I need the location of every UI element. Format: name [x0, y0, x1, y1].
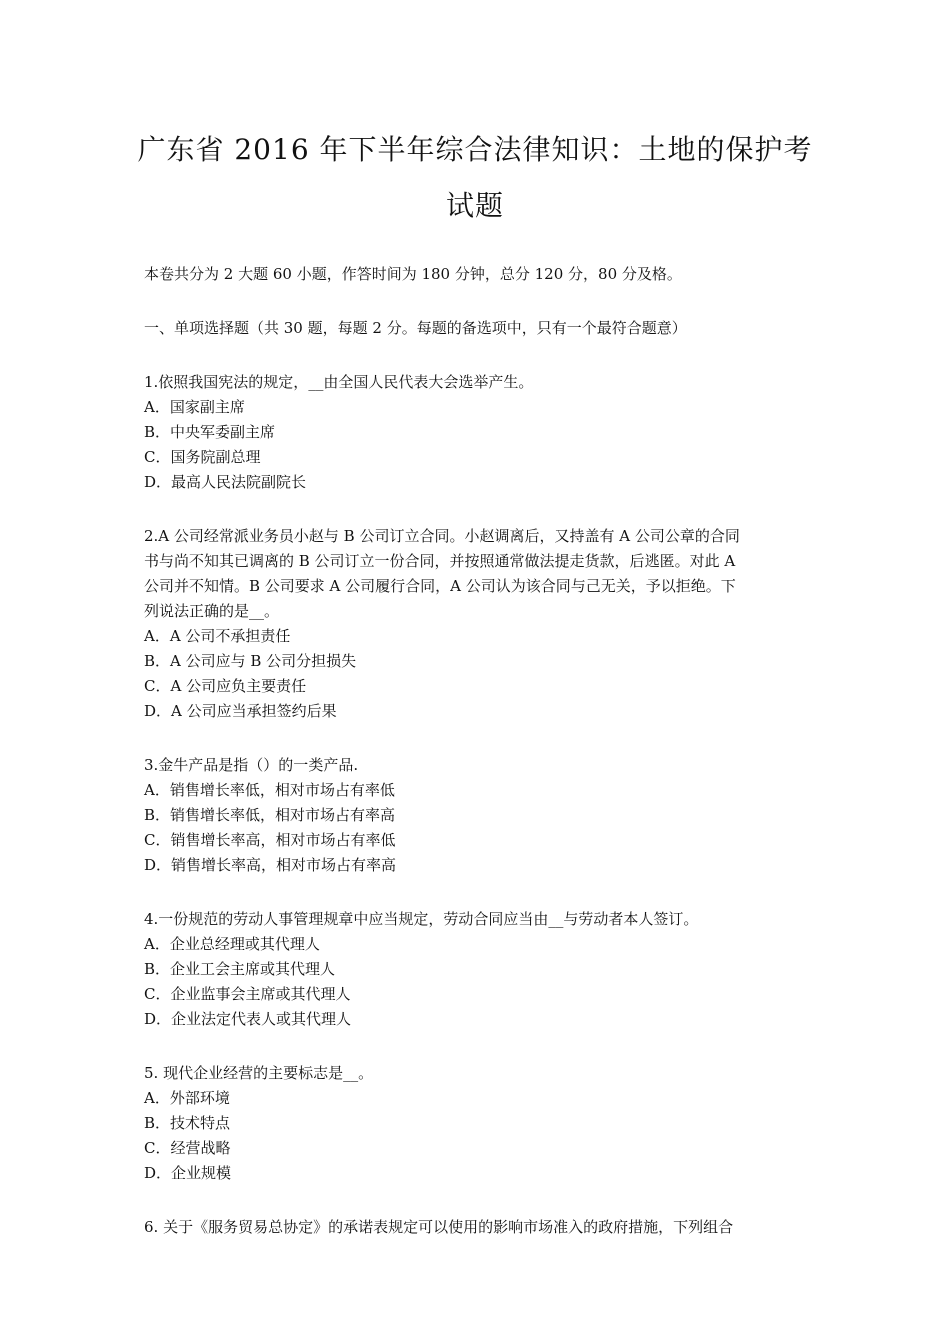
option-a: A．国家副主席	[144, 398, 245, 416]
option-c: C．A 公司应负主要责任	[144, 677, 307, 695]
exam-intro: 本卷共分为 2 大题 60 小题，作答时间为 180 分钟，总分 120 分，80 分及格。	[144, 265, 682, 283]
question-stem-line: 书与尚不知其已调离的 B 公司订立一份合同，并按照通常做法提走货款，后逃匿。对此 A	[144, 552, 736, 570]
question-5	[144, 1061, 808, 1186]
question-stem-line: 公司并不知情。B 公司要求 A 公司履行合同，A 公司认为该合同与己无关，予以拒绝。下	[144, 577, 736, 595]
option-b: B．中央军委副主席	[144, 423, 276, 441]
question-stem: 3.金牛产品是指（）的一类产品.	[144, 756, 359, 774]
option-d: D．企业规模	[144, 1164, 232, 1182]
option-a: A．A 公司不承担责任	[144, 627, 291, 645]
option-c: C．经营战略	[144, 1139, 231, 1157]
question-3	[144, 753, 808, 878]
option-a: A．销售增长率低，相对市场占有率低	[144, 781, 395, 799]
question-stem-line: 2.A 公司经常派业务员小赵与 B 公司订立合同。小赵调离后，又持盖有 A 公司公章的合同	[144, 527, 740, 545]
option-d: D．最高人民法院副院长	[144, 473, 307, 491]
question-4	[144, 907, 808, 1032]
document-title	[120, 122, 830, 234]
question-6	[144, 1215, 808, 1240]
option-b: B．A 公司应与 B 公司分担损失	[144, 652, 357, 670]
option-c: C．企业监事会主席或其代理人	[144, 985, 351, 1003]
option-d: D．企业法定代表人或其代理人	[144, 1010, 352, 1028]
question-stem-line: 列说法正确的是__。	[144, 602, 280, 620]
question-1	[144, 370, 808, 495]
question-stem: 4.一份规范的劳动人事管理规章中应当规定，劳动合同应当由__与劳动者本人签订。	[144, 910, 699, 928]
question-stem: 1.依照我国宪法的规定，__由全国人民代表大会选举产生。	[144, 373, 534, 391]
option-b: B．技术特点	[144, 1114, 231, 1132]
option-b: B．企业工会主席或其代理人	[144, 960, 336, 978]
document-body	[144, 262, 808, 1240]
title-line-2: 试题	[445, 189, 504, 222]
option-b: B．销售增长率低，相对市场占有率高	[144, 806, 396, 824]
question-stem: 6. 关于《服务贸易总协定》的承诺表规定可以使用的影响市场准入的政府措施，下列组合	[144, 1218, 734, 1236]
question-stem: 5. 现代企业经营的主要标志是__。	[144, 1064, 374, 1082]
option-c: C．销售增长率高，相对市场占有率低	[144, 831, 396, 849]
title-line-1: 广东省 2016 年下半年综合法律知识：土地的保护考	[137, 133, 813, 166]
option-a: A．企业总经理或其代理人	[144, 935, 320, 953]
section-heading: 一、单项选择题（共 30 题，每题 2 分。每题的备选项中，只有一个最符合题意）	[144, 319, 687, 337]
option-c: C．国务院副总理	[144, 448, 261, 466]
option-d: D．销售增长率高，相对市场占有率高	[144, 856, 397, 874]
option-a: A．外部环境	[144, 1089, 230, 1107]
option-d: D．A 公司应当承担签约后果	[144, 702, 337, 720]
question-2	[144, 524, 808, 724]
